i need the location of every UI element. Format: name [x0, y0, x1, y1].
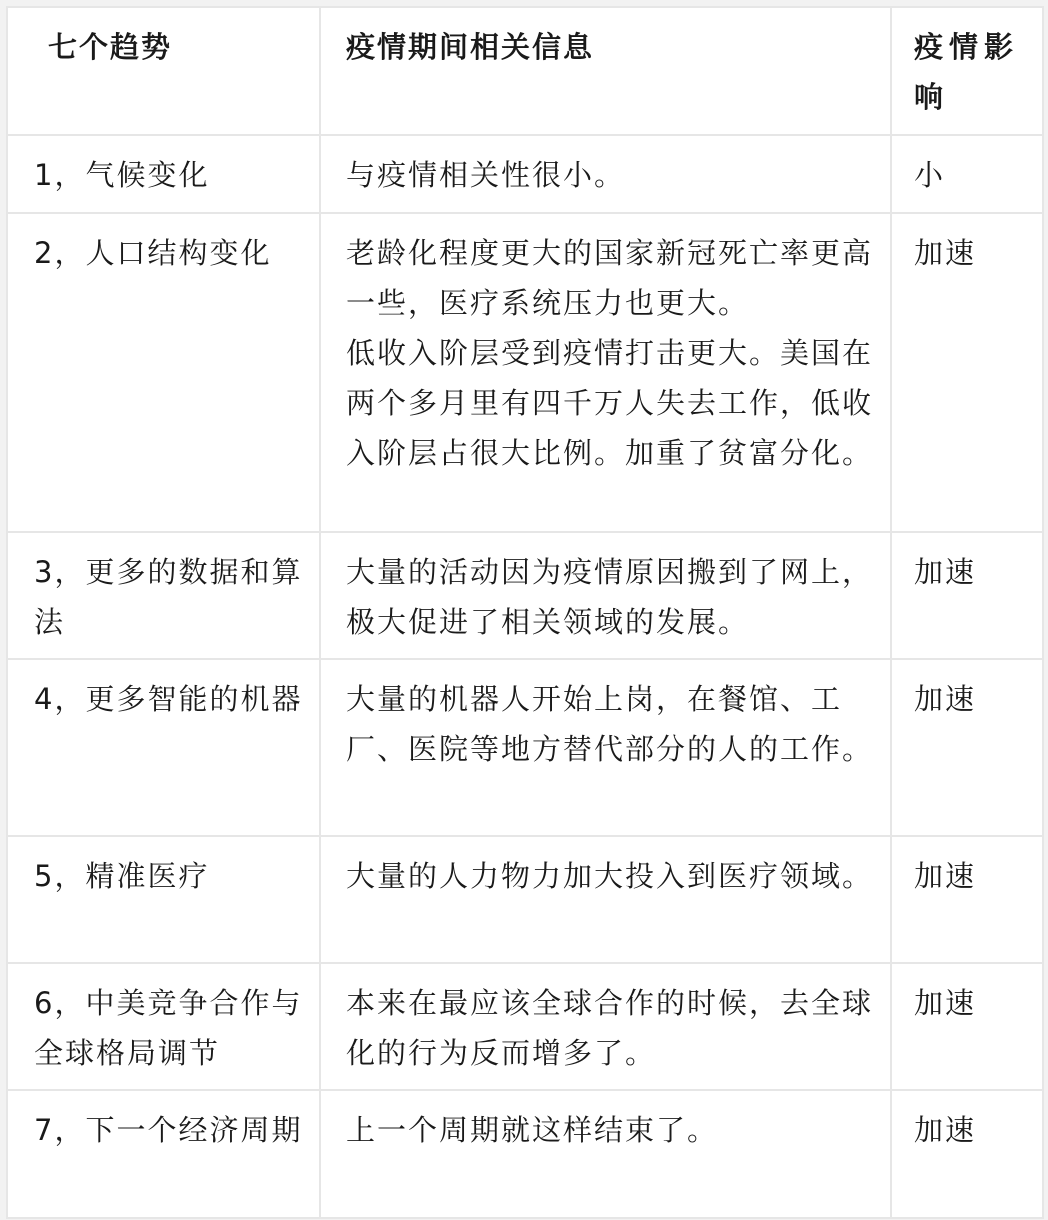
info-cell [320, 135, 891, 213]
impact-cell: 加速 [891, 1090, 1043, 1218]
trend-cell: 1，气候变化 [7, 135, 320, 213]
impact-cell: 加速 [891, 532, 1043, 659]
info-paragraph: 本来在最应该全球合作的时候，去全球化的行为反而增多了。 [346, 986, 874, 1070]
header-impact: 疫情影响 [891, 7, 1043, 135]
trend-cell: 3，更多的数据和算法 [7, 532, 320, 659]
impact-cell: 加速 [891, 659, 1043, 836]
table-header-row [7, 7, 1043, 135]
info-cell [320, 532, 891, 659]
table-row [7, 836, 1043, 963]
trends-table [6, 6, 1044, 1219]
info-paragraph: 大量的活动因为疫情原因搬到了网上，极大促进了相关领域的发展。 [346, 555, 874, 639]
trend-cell: 5，精准医疗 [7, 836, 320, 963]
info-paragraph: 低收入阶层受到疫情打击更大。美国在两个多月里有四千万人失去工作，低收入阶层占很大比例。加重了贫富分化。 [346, 336, 874, 470]
info-paragraph: 大量的人力物力加大投入到医疗领域。 [346, 859, 874, 893]
header-trend: 七个趋势 [7, 7, 320, 135]
info-cell [320, 836, 891, 963]
table-row [7, 659, 1043, 836]
table-row [7, 963, 1043, 1090]
trend-cell: 6，中美竞争合作与全球格局调节 [7, 963, 320, 1090]
info-cell [320, 213, 891, 532]
info-cell [320, 1090, 891, 1218]
header-info: 疫情期间相关信息 [320, 7, 891, 135]
info-paragraph: 与疫情相关性很小。 [346, 158, 626, 192]
table-row [7, 1090, 1043, 1218]
info-paragraph: 上一个周期就这样结束了。 [346, 1113, 719, 1147]
info-paragraph: 老龄化程度更大的国家新冠死亡率更高一些，医疗系统压力也更大。 [346, 236, 874, 320]
impact-cell: 加速 [891, 963, 1043, 1090]
trend-cell: 4，更多智能的机器 [7, 659, 320, 836]
impact-cell: 加速 [891, 213, 1043, 532]
impact-cell: 加速 [891, 836, 1043, 963]
info-cell [320, 963, 891, 1090]
info-cell [320, 659, 891, 836]
table-row [7, 532, 1043, 659]
info-paragraph: 大量的机器人开始上岗，在餐馆、工厂、医院等地方替代部分的人的工作。 [346, 682, 874, 766]
trend-cell: 2，人口结构变化 [7, 213, 320, 532]
table-row [7, 135, 1043, 213]
trend-cell: 7，下一个经济周期 [7, 1090, 320, 1218]
table-row [7, 213, 1043, 532]
impact-cell: 小 [891, 135, 1043, 213]
